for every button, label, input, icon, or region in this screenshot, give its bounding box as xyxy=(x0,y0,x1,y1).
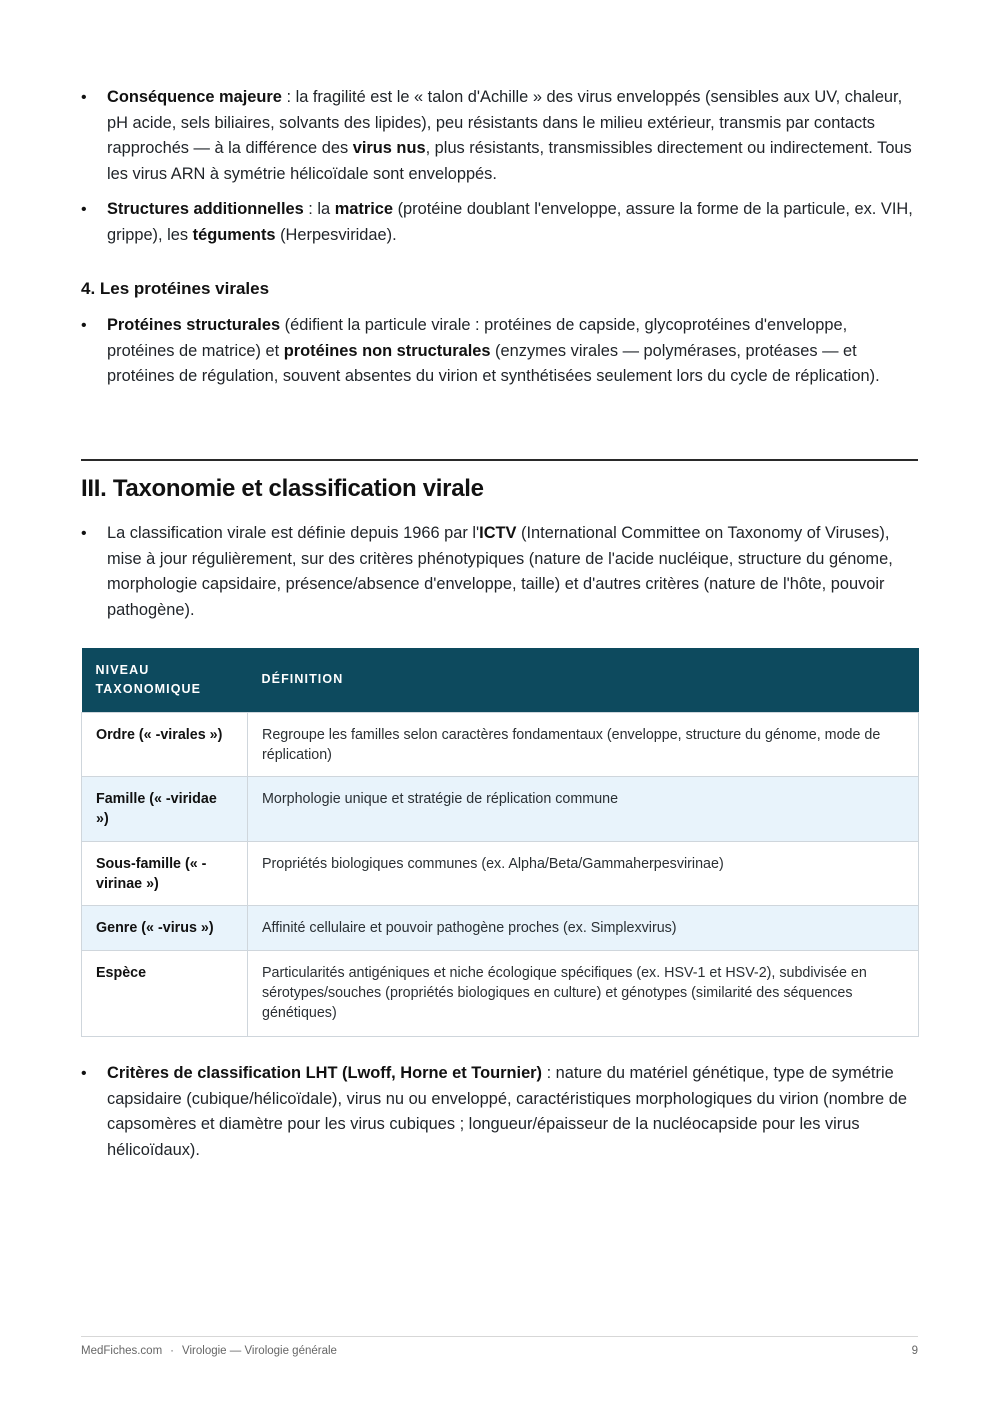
table-cell-level: Sous-famille (« -virinae ») xyxy=(82,841,248,905)
table-cell-level: Genre (« -virus ») xyxy=(82,905,248,950)
list-item xyxy=(81,521,918,623)
text-run: (protéine doublant l'enveloppe, assure la forme de la particule, ex. VIH, grippe), les xyxy=(107,200,913,244)
text-run: (International Committee on Taxonomy of Viruses), mise à jour régulièrement, sur des critères phénotypiques (nature de l'acide nucléique, structure du génome, morphologie capsidaire, présence/absence d'enveloppe, taille) et d'autres critères (nature de l'hôte, pouvoir pathogène). xyxy=(107,524,893,619)
footer-separator: · xyxy=(170,1345,175,1357)
section-title: III. Taxonomie et classification virale xyxy=(81,475,484,502)
text-run: : nature du matériel génétique, type de symétrie capsidaire (cubique/hélicoïdale), virus nu ou enveloppé, caractéristiques morphologiques du virion (nombre de capsomères et diamètre pour les virus cubiques ; longueur/épaisseur de la nucléocapside pour les virus hélicoïdaux). xyxy=(107,1064,907,1159)
table-cell-definition: Particularités antigéniques et niche écologique spécifiques (ex. HSV-1 et HSV-2), subdivisée en sérotypes/souches (propriétés biologiques en culture) et génotypes (similarité des séquences génétiques) xyxy=(248,950,919,1036)
table-cell-definition: Affinité cellulaire et pouvoir pathogène proches (ex. Simplexvirus) xyxy=(248,905,919,950)
text-run: (enzymes virales — polymérases, protéases — et protéines de régulation, souvent absentes du virion et synthétisées seulement lors du cycle de réplication). xyxy=(107,341,880,386)
subsection-heading: 4. Les protéines virales xyxy=(81,279,270,298)
bold-text: Structures additionnelles xyxy=(107,200,304,219)
table-row xyxy=(82,950,919,1036)
list-item xyxy=(81,1061,918,1163)
bullet-list-criteria xyxy=(81,1061,918,1163)
table-row xyxy=(82,905,919,950)
section-divider xyxy=(81,459,918,461)
bold-text: Conséquence majeure xyxy=(107,88,282,106)
list-item xyxy=(81,85,918,187)
bullet-list-intro xyxy=(81,521,918,623)
footer-breadcrumb: Virologie — Virologie générale xyxy=(182,1345,337,1357)
table-cell-level: Famille (« -viridae ») xyxy=(82,776,248,841)
bullet-marker: • xyxy=(81,317,87,334)
text-run: : la fragilité est le « talon d'Achille » des virus enveloppés (sensibles aux UV, chaleur, pH acide, sels biliaires, solvants des lipides), peu résistants dans le milieu extérieur, transmis par contacts rapprochés — à la différence des xyxy=(107,88,903,158)
text-run: : la xyxy=(303,200,335,219)
table-cell-level: Ordre (« -virales ») xyxy=(82,712,248,776)
table-header-level: NIVEAU TAXONOMIQUE xyxy=(82,648,248,712)
bullet-marker: • xyxy=(81,89,87,106)
table-row xyxy=(82,712,919,776)
bold-text: téguments xyxy=(192,225,276,244)
footer-site: MedFiches.com xyxy=(81,1345,163,1357)
bullet-list-top xyxy=(81,85,918,249)
bold-text: virus nus xyxy=(352,139,426,158)
bullet-marker: • xyxy=(81,1065,87,1082)
text-run: , plus résistants, transmissibles directement ou indirectement. Tous les virus ARN à symétrie hélicoïdale sont enveloppés. xyxy=(107,139,912,183)
text-run: (édifient la particule virale : protéines de capside, glycoprotéines d'enveloppe, protéines de matrice) et xyxy=(107,316,848,360)
bullet-marker: • xyxy=(81,525,87,542)
taxonomy-table xyxy=(81,648,919,1037)
bold-text: protéines non structurales xyxy=(283,341,491,360)
table-cell-definition: Regroupe les familles selon caractères fondamentaux (enveloppe, structure du génome, mode de réplication) xyxy=(248,712,919,776)
bold-text: ICTV xyxy=(479,524,517,542)
page-footer xyxy=(81,1336,918,1357)
bullet-marker: • xyxy=(81,201,87,219)
table-row xyxy=(82,776,919,841)
table-header-row xyxy=(82,648,919,712)
table-header-definition: DÉFINITION xyxy=(248,648,919,712)
bold-text: Protéines structurales xyxy=(107,316,281,334)
table-row xyxy=(82,841,919,905)
list-item xyxy=(81,313,918,390)
list-item xyxy=(81,197,918,248)
page-number: 9 xyxy=(911,1345,918,1357)
table-cell-definition: Propriétés biologiques communes (ex. Alpha/Beta/Gammaherpesvirinae) xyxy=(248,841,919,905)
table-body xyxy=(82,712,919,1036)
table-cell-level: Espèce xyxy=(82,950,248,1036)
bullet-list-proteins xyxy=(81,313,918,390)
text-run: La classification virale est définie depuis 1966 par l' xyxy=(107,524,480,542)
bold-text: Critères de classification LHT (Lwoff, Horne et Tournier) xyxy=(107,1064,543,1082)
table-cell-definition: Morphologie unique et stratégie de réplication commune xyxy=(248,776,919,841)
bold-text: matrice xyxy=(334,200,394,219)
text-run: (Herpesviridae). xyxy=(275,225,397,244)
